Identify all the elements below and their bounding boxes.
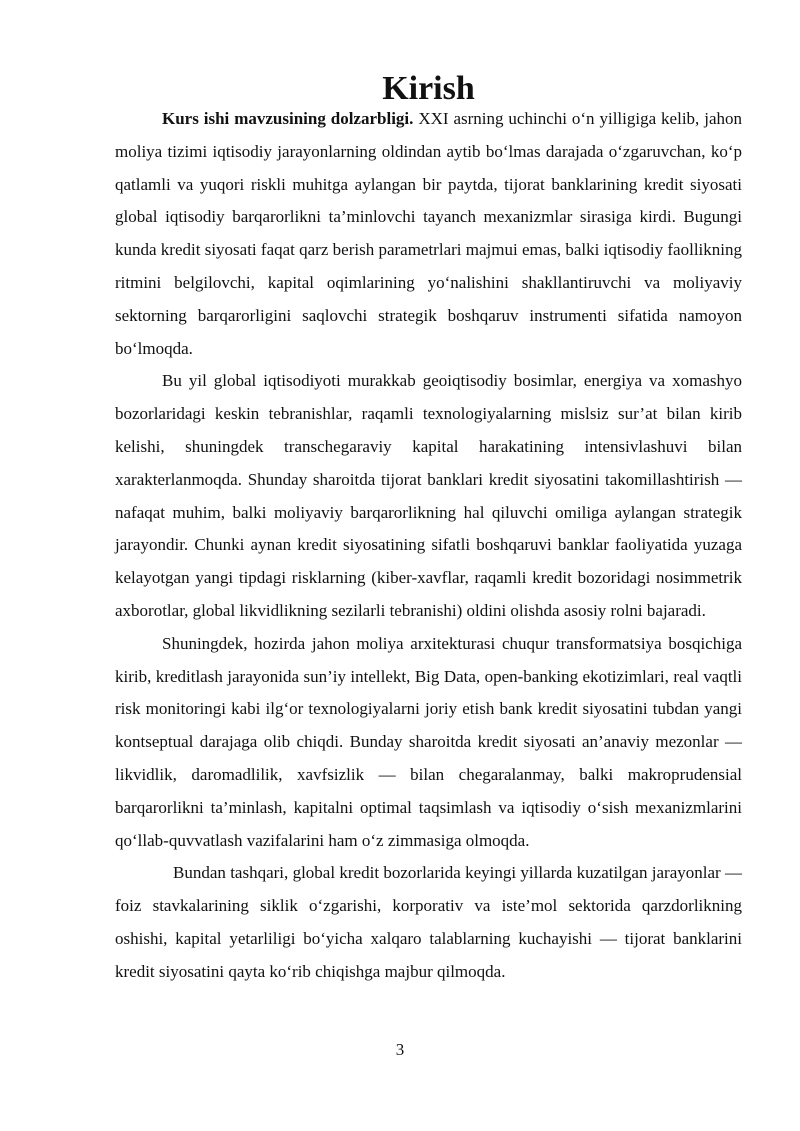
page-content (115, 70, 742, 989)
paragraph-financial-architecture: Shuningdek, hozirda jahon moliya arxitekturasi chuqur transformatsiya bosqichiga kirib, kreditlash jarayonida sun’iy intellekt, Big Data, open-banking ekotizimlari, real vaqtli risk monitoringi kabi ilg‘or texnologiyalarni joriy etish bank kredit siyosatini tubdan yangi kontseptual darajaga olib chiqdi. Bunday sharoitda kredit siyosati an’anaviy mezonlar — likvidlik, daromadlilik, xavfsizlik — bilan chegaralanmay, balki makroprudensial barqarorlikni ta’minlash, kapitalni optimal taqsimlash va iqtisodiy o‘sish mexanizmlarini qo‘llab-quvvatlash vazifalarini ham o‘z zimmasiga olmoqda. (115, 633, 742, 850)
section-title: Kirish (382, 70, 475, 107)
page-number: 3 (395, 1040, 405, 1059)
paragraph-lead: Kurs ishi mavzusining dolzarbligi. (162, 109, 414, 128)
paragraph-credit-markets: Bundan tashqari, global kredit bozorlarida keyingi yillarda kuzatilgan jarayonlar — foiz stavkalarining siklik o‘zgarishi, korporativ va iste’mol sektorida qarzdorlikning oshishi, kapital yetarliligi bo‘yicha xalqaro talablarning kuchayishi — tijorat banklarini kredit siyosatini qayta ko‘rib chiqishga majbur qilmoqda. (115, 863, 742, 981)
paragraph-relevance (115, 103, 742, 365)
paragraph-global-economy: Bu yil global iqtisodiyoti murakkab geoiqtisodiy bosimlar, energiya va xomashyo bozorlaridagi keskin tebranishlar, raqamli texnologiyalarning mislsiz sur’at bilan kirib kelishi, shuningdek transchegaraviy kapital harakatining intensivlashuvi bilan xarakterlanmoqda. Shunday sharoitda tijorat banklari kredit siyosatini takomillashtirish — nafaqat muhim, balki moliyaviy barqarorlikning hal qiluvchi omiliga aylangan strategik jarayondir. Chunki aynan kredit siyosatining sifatli boshqaruvi banklar faoliyatida yuzaga kelayotgan yangi tipdagi risklarning (kiber-xavflar, raqamli kredit bozoridagi nosimmetrik axborotlar, global likvidlikning sezilarli tebranishi) oldini olishda asosiy rolni bajaradi. (115, 371, 742, 620)
paragraph-text: XXI asrning uchinchi o‘n yilligiga kelib, jahon moliya tizimi iqtisodiy jarayonlarning oldindan aytib bo‘lmas darajada o‘zgaruvchan, ko‘p qatlamli va yuqori riskli muhitga aylangan bir paytda, tijorat banklarining kredit siyosati global iqtisodiy barqarorlikni ta’minlovchi tayanch mexanizmlar sirasiga kirdi. Bugungi kunda kredit siyosati faqat qarz berish parametrlari majmui emas, balki iqtisodiy faollikning ritmini belgilovchi, kapital oqimlarining yo‘nalishini shakllantiruvchi va moliyaviy sektorning barqarorligini saqlovchi strategik boshqaruv instrumenti sifatida namoyon bo‘lmoqda. (115, 109, 742, 358)
